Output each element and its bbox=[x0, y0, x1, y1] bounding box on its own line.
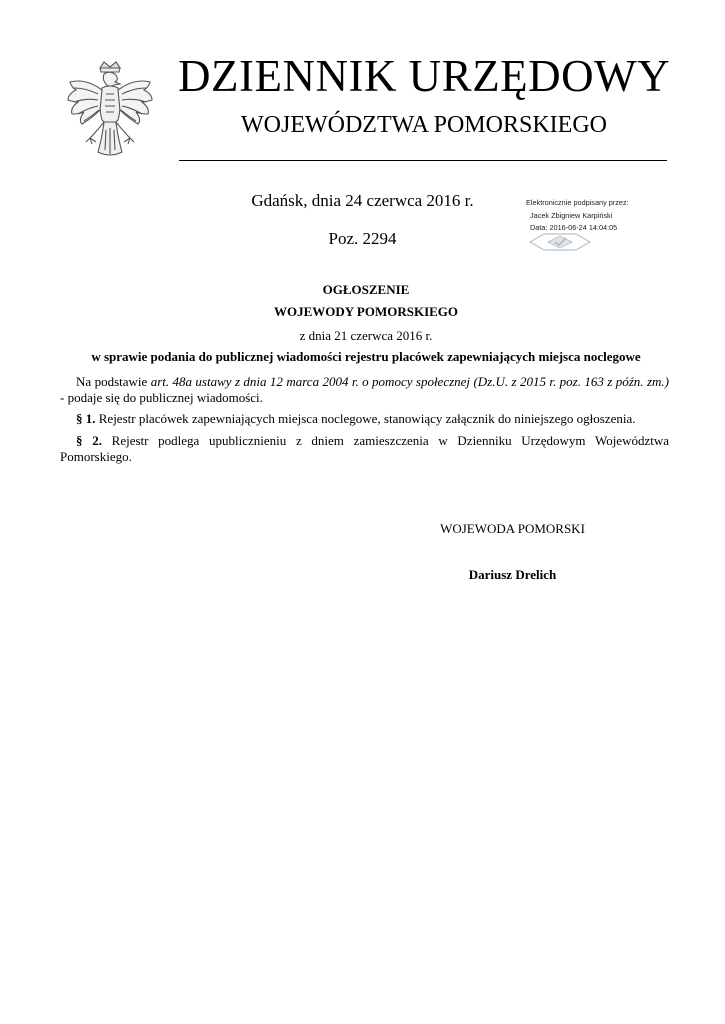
section-1-label: § 1. bbox=[76, 411, 96, 426]
esign-date: Data: 2016-06-24 14:04:05 bbox=[530, 223, 618, 232]
section-2-text: Rejestr podlega upublicznieniu z dniem zamieszczenia w Dzienniku Urzędowym Województwa Pomorskiego. bbox=[60, 433, 670, 464]
legal-basis-suffix: - podaje się do publicznej wiadomości. bbox=[60, 390, 263, 405]
section-1-paragraph bbox=[60, 411, 669, 427]
signatory-name: Dariusz Drelich bbox=[468, 567, 557, 582]
announcement-type: OGŁOSZENIE bbox=[322, 282, 410, 297]
signature-verification-icon bbox=[528, 232, 592, 252]
electronic-signature-block bbox=[526, 197, 666, 235]
signatory-title: WOJEWODA POMORSKI bbox=[440, 521, 585, 536]
announcement-date: z dnia 21 czerwca 2016 r. bbox=[299, 328, 433, 343]
legal-basis-prefix: Na podstawie bbox=[76, 374, 151, 389]
section-1-text: Rejestr placówek zapewniających miejsca noclegowe, stanowiący załącznik do niniejszego ogłoszenia. bbox=[95, 411, 636, 426]
esign-label: Elektronicznie podpisany przez: bbox=[526, 198, 629, 207]
announcement-subject: w sprawie podania do publicznej wiadomości rejestru placówek zapewniających miejsca noclegowe bbox=[91, 349, 641, 364]
legal-citation: art. 48a ustawy z dnia 12 marca 2004 r. o pomocy społecznej (Dz.U. z 2015 r. poz. 163 z późn. zm.) bbox=[150, 374, 669, 389]
journal-subtitle: WOJEWÓDZTWA POMORSKIEGO bbox=[241, 112, 607, 138]
section-2-paragraph bbox=[60, 433, 669, 465]
esign-signer: Jacek Zbigniew Karpiński bbox=[530, 210, 613, 220]
legal-basis-paragraph bbox=[60, 374, 669, 406]
announcement-issuer: WOJEWODY POMORSKIEGO bbox=[273, 304, 459, 319]
eagle-emblem-icon bbox=[62, 58, 158, 166]
position-number: Poz. 2294 bbox=[328, 229, 397, 248]
masthead-divider bbox=[179, 160, 667, 161]
section-2-label: § 2. bbox=[76, 433, 102, 448]
place-and-date: Gdańsk, dnia 24 czerwca 2016 r. bbox=[251, 191, 474, 210]
journal-title: DZIENNIK URZĘDOWY bbox=[178, 51, 671, 101]
